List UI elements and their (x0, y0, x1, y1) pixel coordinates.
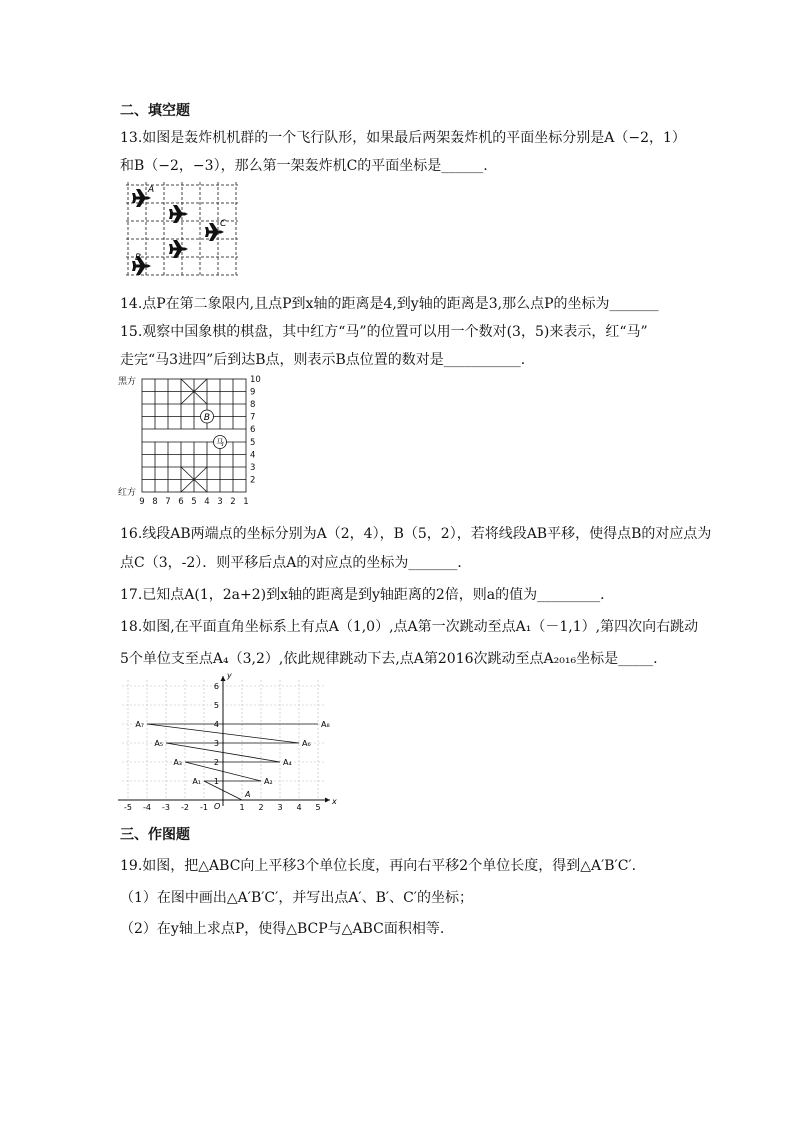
y-tick-label: 3 (213, 739, 219, 748)
jump-point-label: A₅ (154, 739, 163, 748)
q15-text-line1: 15.观察中国象棋的棋盘，其中红方“马”的位置可以用一个数对(3，5)来表示，红“马” (120, 324, 648, 340)
q18-text-line1: 18.如图,在平面直角坐标系上有点A（1,0）,点A第一次跳动至点A₁（－1,1）,第四次向右跳动 (120, 619, 699, 635)
jump-point-label: A₇ (135, 720, 144, 729)
x-tick-label: -1 (200, 803, 208, 812)
q18-coordinate-chart (116, 671, 337, 812)
y-axis-arrow-icon (221, 676, 226, 681)
y-tick-label: 4 (213, 720, 219, 729)
x-tick-label: 1 (239, 803, 245, 812)
y-tick-label: 5 (213, 701, 219, 710)
row-number: 3 (250, 463, 256, 473)
q17-text-line1: 17.已知点A(1，2a+2)到x轴的距离是到y轴距离的2倍，则a的值为_________． (120, 587, 615, 603)
red-side-label: 红方 (118, 488, 137, 498)
q15-chessboard-figure (116, 374, 266, 512)
x-tick-label: 5 (315, 803, 321, 812)
label-a: A (148, 185, 155, 195)
x-tick-label: -3 (162, 803, 170, 812)
black-side-label: 黑方 (118, 377, 137, 387)
chessboard-grid (142, 379, 246, 492)
row-number: 6 (250, 425, 256, 435)
x-tick-label: -4 (143, 803, 151, 812)
col-number: 7 (165, 497, 171, 507)
piece-ma (214, 436, 227, 449)
label-c: C (220, 219, 227, 229)
piece-b-label: B (203, 413, 211, 423)
col-number: 4 (204, 497, 210, 507)
section-heading-drawing: 三、作图题 (120, 827, 190, 843)
row-number: 7 (250, 412, 256, 423)
q13-text-line2: 和B（−2，−3），那么第一架轰炸机C的平面坐标是______. (120, 158, 488, 174)
q19-text-line1: 19.如图，把△ABC向上平移3个单位长度，再向右平移2个单位长度，得到△A′B′C′. (120, 858, 637, 874)
row-number: 4 (250, 450, 256, 461)
row-number: 2 (250, 475, 256, 486)
piece-ma-label: 马 (216, 438, 224, 447)
col-number: 5 (191, 497, 197, 507)
jump-point-label: A₁ (192, 777, 201, 786)
q16-text-line1: 16.线段AB两端点的坐标分别为A（2，4），B（5，2），若将线段AB平移，使得点B的对应点为 (120, 526, 712, 542)
q14-text-line1: 14.点P在第二象限内,且点P到x轴的距离是4,到y轴的距离是3,那么点P的坐标为_______ (120, 296, 659, 312)
x-tick-label: -5 (124, 803, 132, 812)
col-number: 2 (230, 497, 236, 507)
row-number: 10 (250, 375, 261, 385)
label-b: B (135, 253, 142, 263)
col-number: 1 (243, 497, 249, 507)
section-heading-fill-blank: 二、填空题 (120, 103, 190, 119)
jump-point-label: A₈ (321, 720, 330, 729)
jump-point-label: A (245, 790, 251, 799)
x-axis-arrow-icon (325, 798, 330, 803)
jump-point-label: A₃ (173, 758, 182, 767)
row-number: 9 (250, 387, 256, 398)
col-number-labels (139, 497, 248, 507)
row-number: 8 (250, 400, 256, 410)
q13-text-line1: 13.如图是轰炸机机群的一个飞行队形，如果最后两架轰炸机的平面坐标分别是A（−2，1） (120, 130, 686, 146)
jump-point-label: A₂ (264, 777, 273, 786)
y-tick-label: 2 (213, 758, 219, 767)
row-number: 5 (250, 438, 256, 448)
jump-point-label: A₆ (302, 739, 311, 748)
bomber-2-icon (169, 205, 188, 223)
q16-text-line2: 点C（3，-2）．则平移后点A的对应点的坐标为_______． (120, 555, 472, 571)
col-number: 9 (139, 497, 145, 507)
q13-formation-figure (120, 180, 242, 278)
x-tick-label: 3 (277, 803, 283, 812)
x-tick-label: -2 (181, 803, 189, 812)
jump-point-labels (135, 720, 329, 799)
origin-label: O (214, 802, 221, 811)
col-number: 6 (178, 497, 184, 507)
piece-b (201, 410, 214, 423)
q15-text-line2: 走完“马3进四”后到达B点，则表示B点位置的数对是___________. (120, 352, 526, 368)
x-tick-label: 2 (258, 803, 264, 812)
y-axis-label: y (227, 671, 232, 680)
x-tick-label: 4 (296, 803, 302, 812)
row-number-labels (250, 375, 261, 486)
q19-part2: （2）在y轴上求点P，使得△BCP与△ABC面积相等. (120, 921, 445, 937)
q19-part1: （1）在图中画出△A′B′C′，并写出点A′、B′、C′的坐标； (120, 890, 473, 906)
x-axis-label: x (332, 797, 337, 806)
y-tick-label: 1 (213, 777, 219, 786)
col-number: 3 (217, 497, 223, 507)
board-side-labels (118, 375, 136, 498)
jump-point-label: A₄ (283, 758, 292, 767)
q18-text-line2: 5个单位支至点A₄（3,2）,依此规律跳动下去,点A第2016次跳动至点A₂₀₁₆坐标是_____. (120, 651, 658, 667)
col-number: 8 (152, 497, 158, 507)
bomber-4-icon (169, 240, 188, 258)
y-tick-label: 6 (213, 682, 219, 691)
